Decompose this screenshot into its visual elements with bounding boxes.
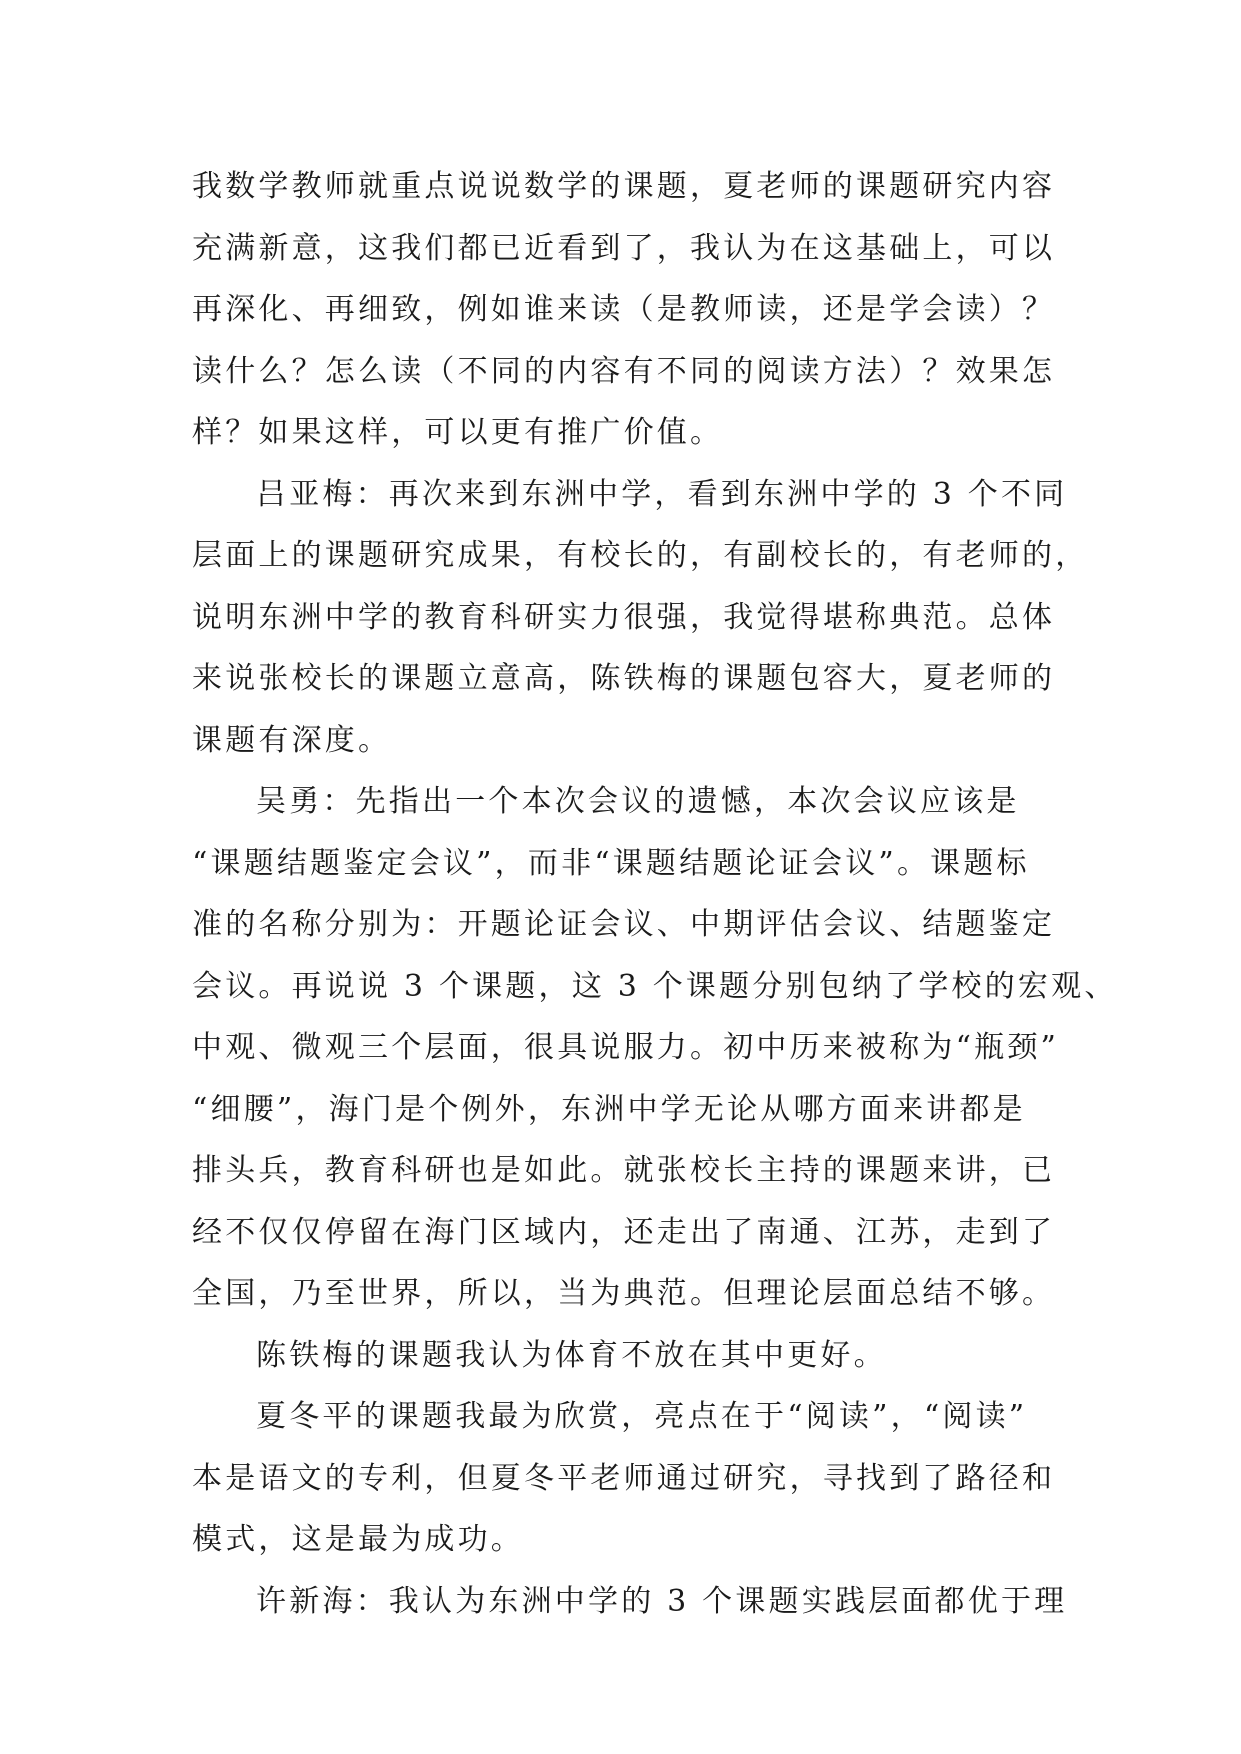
text-line: 我数学教师就重点说说数学的课题，夏老师的课题研究内容	[192, 169, 1056, 204]
document-body	[192, 156, 1118, 1632]
text-line: 充满新意，这我们都已近看到了，我认为在这基础上，可以	[192, 230, 1056, 266]
text-line: 经不仅仅停留在海门区域内，还走出了南通、江苏，走到了	[192, 1214, 1056, 1250]
text-line: 会议。再说说 3 个课题，这 3 个课题分别包纳了学校的宏观、	[192, 968, 1118, 1004]
paragraph-first-line: 许新海：我认为东洲中学的 3 个课题实践层面都优于理	[256, 1583, 1068, 1619]
text-line: “课题结题鉴定会议”，而非“课题结题论证会议”。课题标	[192, 845, 1030, 881]
text-line: 中观、微观三个层面，很具说服力。初中历来被称为“瓶颈”	[192, 1030, 1060, 1065]
text-line: 课题有深度。	[192, 722, 392, 758]
text-line: 排头兵，教育科研也是如此。就张校长主持的课题来讲，已	[192, 1153, 1056, 1188]
text-line: 再深化、再细致，例如谁来读（是教师读，还是学会读）？	[192, 292, 1056, 327]
text-line: 准的名称分别为：开题论证会议、中期评估会议、结题鉴定	[192, 907, 1056, 942]
text-line: 读什么？怎么读（不同的内容有不同的阅读方法）？效果怎	[192, 353, 1056, 389]
paragraph-first-line: 吕亚梅：再次来到东洲中学，看到东洲中学的 3 个不同	[256, 476, 1068, 512]
paragraph-first-line: 陈铁梅的课题我认为体育不放在其中更好。	[256, 1337, 887, 1373]
text-line: “细腰”，海门是个例外，东洲中学无论从哪方面来讲都是	[192, 1091, 1026, 1127]
text-line: 本是语文的专利，但夏冬平老师通过研究，寻找到了路径和	[192, 1460, 1056, 1496]
text-line: 说明东洲中学的教育科研实力很强，我觉得堪称典范。总体	[192, 599, 1056, 635]
text-line: 模式，这是最为成功。	[192, 1522, 524, 1557]
paragraph-first-line: 吴勇：先指出一个本次会议的遗憾，本次会议应该是	[256, 784, 1020, 819]
text-line: 样？如果这样，可以更有推广价值。	[192, 415, 724, 450]
text-line: 层面上的课题研究成果，有校长的，有副校长的，有老师的，	[192, 538, 1089, 573]
paragraph-first-line: 夏冬平的课题我最为欣赏，亮点在于“阅读”，“阅读”	[256, 1399, 1028, 1434]
text-line: 全国，乃至世界，所以，当为典范。但理论层面总结不够。	[192, 1276, 1056, 1311]
text-line: 来说张校长的课题立意高，陈铁梅的课题包容大，夏老师的	[192, 661, 1056, 696]
